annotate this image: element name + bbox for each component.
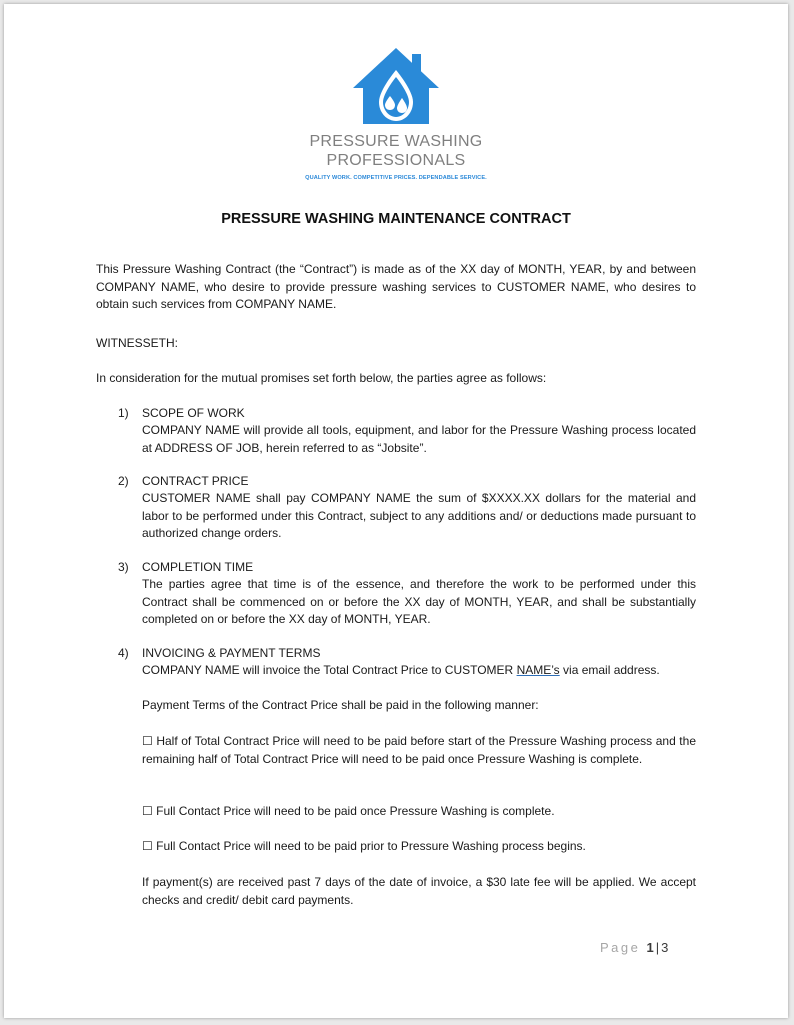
section-text-completion: The parties agree that time is of the essence, and therefore the work to be performed under this Contract shall be commenced on or before the XX day of MONTH, YEAR, and shall be substantially completed on or before the XX day of MONTH, YEAR. xyxy=(142,577,696,626)
contract-title: PRESSURE WASHING MAINTENANCE CONTRACT xyxy=(221,211,571,227)
witnesseth-label: WITNESSETH: xyxy=(96,336,179,350)
page-label: Page xyxy=(600,940,641,955)
section-heading-scope: SCOPE OF WORK xyxy=(142,406,245,420)
payment-option-full-prior xyxy=(142,838,696,856)
logo-name-line2: PROFESSIONALS xyxy=(326,152,466,169)
payment-option-label: Half of Total Contract Price will need to be paid before start of the Pressure Washing process and the remaining half of Total Contract Price will need to be paid once Pressure Washing is complete. xyxy=(142,734,696,766)
intro-paragraph: This Pressure Washing Contract (the “Contract”) is made as of the XX day of MONTH, YEAR, by and between COMPANY NAME, who desire to provide pressure washing services to CUSTOMER NAME, who desires to obtain such services from COMPANY NAME. xyxy=(96,262,696,311)
invoicing-text-end: via email address. xyxy=(559,663,660,677)
payment-option-full-complete xyxy=(142,803,696,821)
total-pages: 3 xyxy=(661,940,669,955)
document-page xyxy=(4,4,788,1018)
section-text-invoicing xyxy=(142,662,696,680)
consideration-paragraph: In consideration for the mutual promises set forth below, the parties agree as follows: xyxy=(96,371,547,385)
invoicing-text-start: COMPANY NAME will invoice the Total Contract Price to CUSTOMER xyxy=(142,663,517,677)
section-number: 2) xyxy=(118,474,129,488)
section-number: 3) xyxy=(118,560,129,574)
logo-tagline: QUALITY WORK. COMPETITIVE PRICES. DEPENDABLE SERVICE. xyxy=(305,175,487,181)
payment-option-label: Full Contact Price will need to be paid prior to Pressure Washing process begins. xyxy=(156,839,586,853)
company-logo xyxy=(4,46,788,181)
late-fee-paragraph: If payment(s) are received past 7 days of the date of invoice, a $30 late fee will be applied. We accept checks and credit/ debit card payments. xyxy=(142,875,696,907)
page-number-footer xyxy=(600,940,668,955)
section-number: 4) xyxy=(118,646,129,660)
current-page: 1 xyxy=(646,940,654,955)
payment-option-label: Full Contact Price will need to be paid once Pressure Washing is complete. xyxy=(156,804,555,818)
section-text-scope: COMPANY NAME will provide all tools, equipment, and labor for the Pressure Washing process located at ADDRESS OF JOB, herein referred to as “Jobsite”. xyxy=(142,423,696,455)
customer-name-possessive: NAME’s xyxy=(516,663,560,677)
checkbox-icon[interactable]: ☐ xyxy=(142,734,153,748)
section-heading-completion: COMPLETION TIME xyxy=(142,560,254,574)
checkbox-icon[interactable]: ☐ xyxy=(142,839,153,853)
section-heading-invoicing: INVOICING & PAYMENT TERMS xyxy=(142,646,321,660)
section-heading-price: CONTRACT PRICE xyxy=(142,474,249,488)
logo-name-line1: PRESSURE WASHING xyxy=(309,133,483,150)
payment-terms-intro: Payment Terms of the Contract Price shall be paid in the following manner: xyxy=(142,698,539,712)
section-text-price: CUSTOMER NAME shall pay COMPANY NAME the sum of $XXXX.XX dollars for the material and labor to be performed under this Contract, subject to any additions and/ or deductions made pursuant to authorized change orders. xyxy=(142,491,696,540)
checkbox-icon[interactable]: ☐ xyxy=(142,804,153,818)
payment-option-half xyxy=(142,733,696,768)
page-separator: | xyxy=(655,940,660,955)
house-water-drop-icon xyxy=(351,46,441,126)
section-number: 1) xyxy=(118,406,129,420)
